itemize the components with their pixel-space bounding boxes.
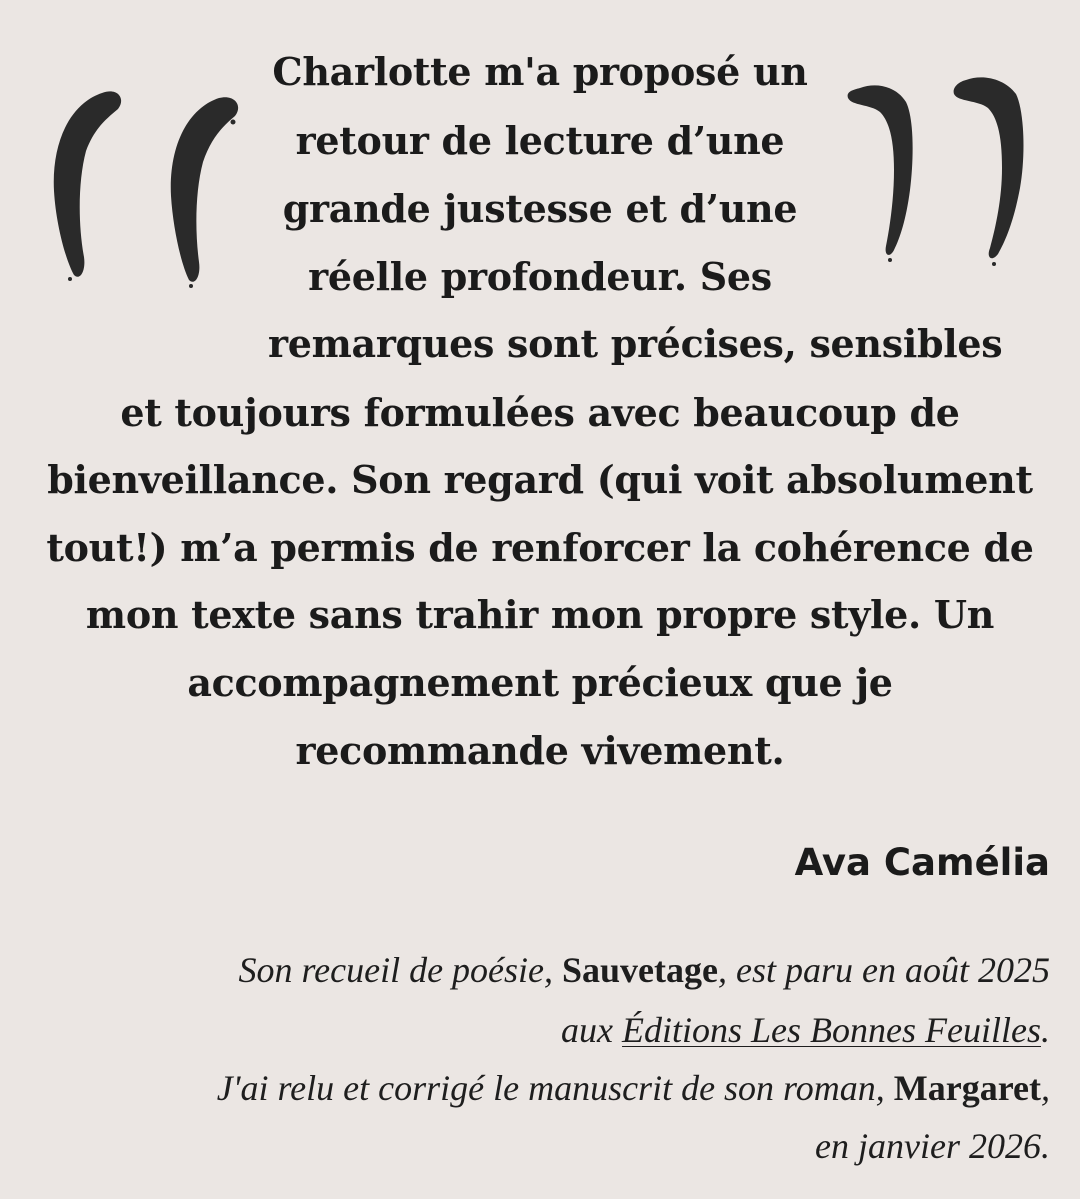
note-text: aux — [561, 1010, 623, 1050]
publisher-link[interactable]: Éditions Les Bonnes Feuilles — [622, 1010, 1041, 1050]
note-text: , — [1041, 1068, 1050, 1108]
quote-line: recommande vivement. — [295, 728, 785, 773]
quote-line: retour de lecture d’une — [295, 118, 785, 163]
note-text: Son recueil de poésie, — [238, 950, 563, 990]
open-quote-icon — [40, 85, 130, 285]
quote-line: accompagnement précieux que je — [187, 660, 893, 705]
quote-line: remarques sont précises, sensibles — [268, 321, 1003, 366]
quote-line: réelle profondeur. Ses — [308, 254, 772, 299]
quote-line: grande justesse et d’une — [282, 186, 798, 231]
book-title-sauvetage: Sauvetage — [562, 950, 719, 990]
quote-line: mon texte sans trahir mon propre style. Un — [85, 592, 995, 637]
close-quote-icon — [948, 72, 1038, 272]
author-name: Ava Camélia — [794, 841, 1050, 884]
book-title-margaret: Margaret — [893, 1068, 1041, 1108]
note-line-2 — [561, 1010, 1050, 1050]
note-text: , est paru en août 2025 — [718, 950, 1050, 990]
open-quote-icon — [155, 92, 245, 292]
note-line-3 — [217, 1068, 1050, 1108]
note-line-4: en janvier 2026. — [815, 1126, 1050, 1166]
note-text: J'ai relu et corrigé le manuscrit de son roman, — [216, 1068, 894, 1108]
quote-line: Charlotte m'a proposé un — [272, 49, 808, 94]
close-quote-icon — [840, 78, 930, 278]
quote-line: et toujours formulées avec beaucoup de — [120, 390, 960, 435]
note-text: . — [1041, 1010, 1050, 1050]
note-line-1 — [238, 950, 1050, 990]
quote-line: bienveillance. Son regard (qui voit absolument — [47, 457, 1033, 502]
quote-line: tout!) m’a permis de renforcer la cohérence de — [46, 525, 1034, 570]
